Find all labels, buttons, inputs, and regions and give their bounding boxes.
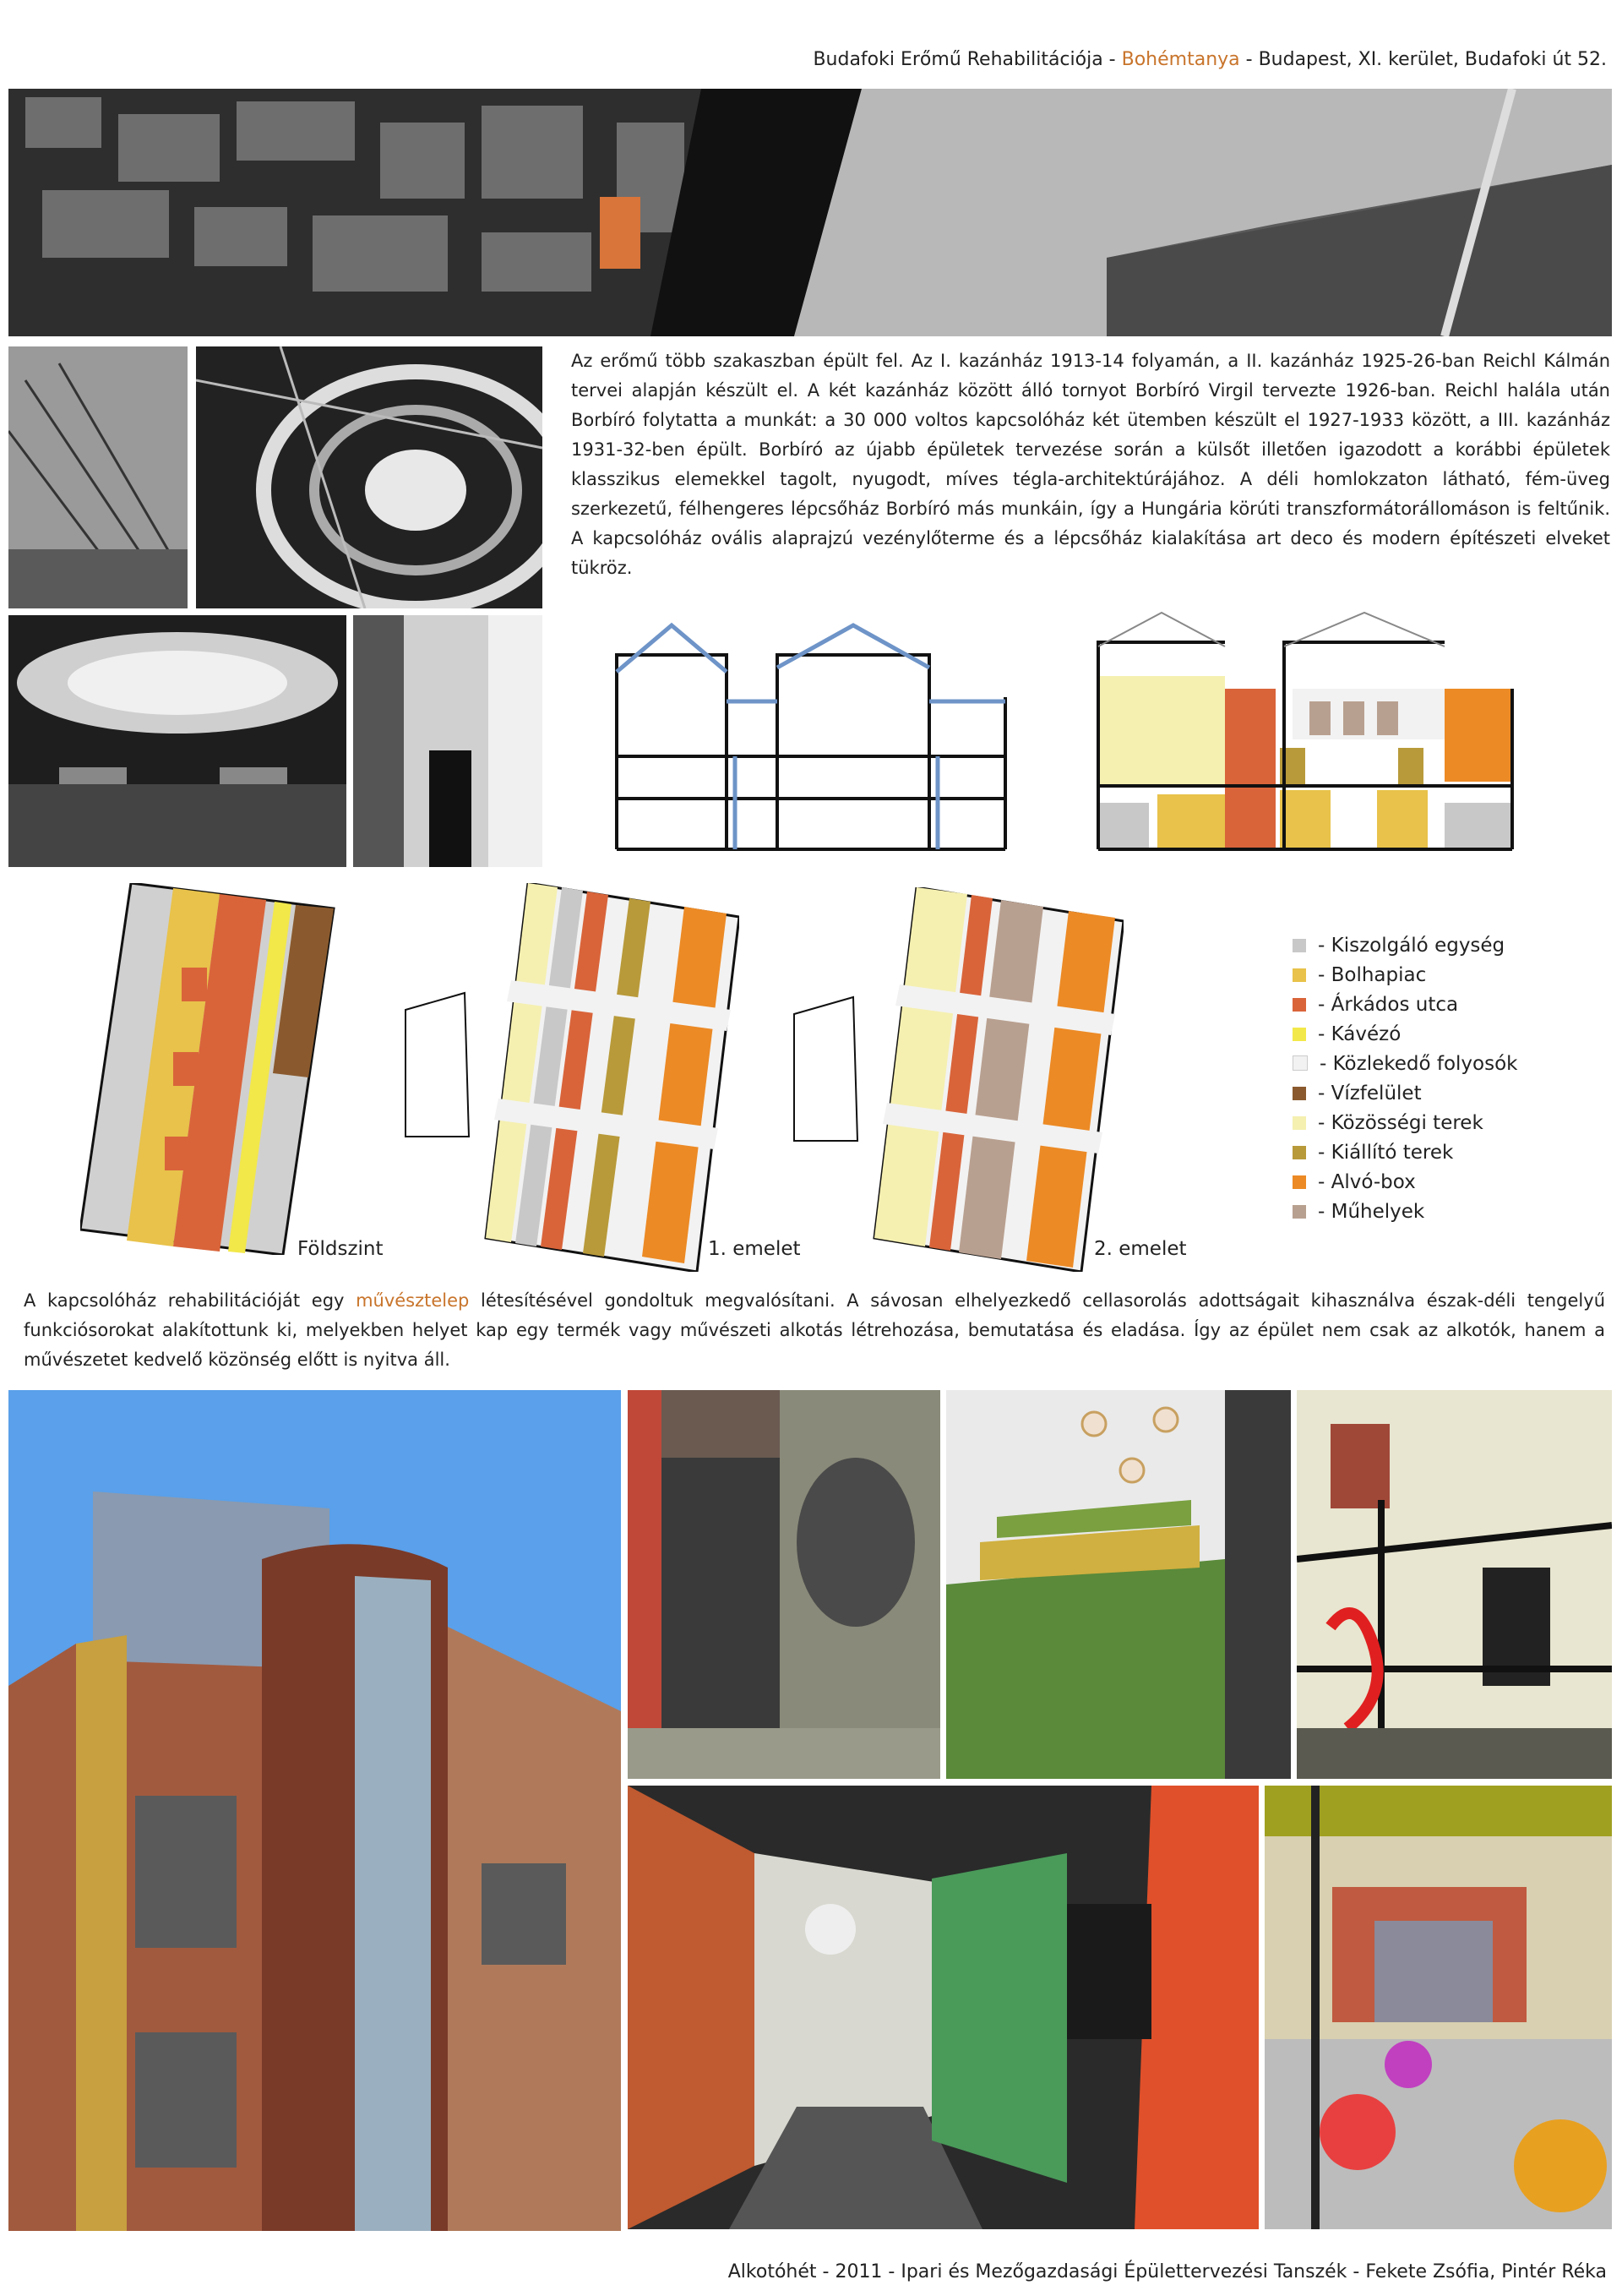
plan-label-second: 2. emelet bbox=[1094, 1238, 1187, 1260]
floor-plan-ground bbox=[80, 883, 342, 1255]
historic-photo-construction bbox=[8, 346, 188, 608]
section-drawing-colored bbox=[1090, 608, 1516, 858]
legend-item: - Közösségi terek bbox=[1293, 1109, 1483, 1137]
page-title bbox=[813, 49, 1607, 70]
legend-item: - Kiállító terek bbox=[1293, 1138, 1453, 1167]
concept-paragraph: A kapcsolóház rehabilitációját egy művésztelep létesítésével gondoltuk megvalósítani. A sávosan elhelyezkedő cellasorolás adottságait kihasználva észak-déli tengelyű funkciósorokat alakítottunk ki, melyekben helyet kap egy termék vagy művészeti alkotás létrehozása, bemutatása és eladása. Így az épület nem csak az alkotók, hanem a művészetet kedvelő közönség előtt is nyitva áll. bbox=[24, 1290, 1606, 1370]
legend-swatch bbox=[1293, 1175, 1306, 1189]
photo-lounge-beanbags bbox=[1265, 1786, 1612, 2229]
legend-item: - Alvó-box bbox=[1293, 1168, 1416, 1197]
legend-item: - Kiszolgáló egység bbox=[1293, 931, 1505, 960]
intro-paragraph: Az erőmű több szakaszban épült fel. Az I. kazánház 1913-14 folyamán, a II. kazánház 1925-26-ban Reichl Kálmán tervei alapján készült el. A két kazánház között álló tornyot Borbíró Virgil tervezte 1926-ban. Reichl halála után Borbíró folytatta a munkát: a 30 000 voltos kapcsolóház két ütemben készült el 1927-1933 között, a III. kazánház 1931-32-ben épült. Borbíró az újabb épületek tervezése során a külsőt illetően igazodott a korábbi épületek klasszikus elemekkel tagolt, nyugodt, míves tégla-architektúrájához. A déli homlokzaton látható, fém-üveg szerkezetű, félhengeres lépcsőház Borbíró más munkáin, így a Hungária körúti transzformátorállomáson is feltűnik. A kapcsolóház ovális alaprajzú vezénylőterme és a lépcsőház kialakítása art deco és modern építészeti elveket tükröz. bbox=[571, 351, 1610, 578]
plan-label-first: 1. emelet bbox=[708, 1238, 801, 1260]
legend-swatch bbox=[1293, 1028, 1306, 1041]
historic-photo-oval-hall bbox=[8, 615, 346, 867]
legend-swatch bbox=[1293, 939, 1306, 952]
legend-swatch bbox=[1293, 1146, 1306, 1159]
legend-swatch bbox=[1293, 1116, 1306, 1130]
legend-item: - Kávézó bbox=[1293, 1020, 1401, 1049]
title-suffix: - Budapest, XI. kerület, Budafoki út 52. bbox=[1239, 49, 1607, 70]
photo-garden-installation bbox=[946, 1390, 1291, 1779]
legend-item: - Közlekedő folyosók bbox=[1293, 1050, 1517, 1078]
plan-label-ground: Földszint bbox=[297, 1238, 384, 1260]
legend-swatch bbox=[1293, 998, 1306, 1012]
legend-swatch bbox=[1293, 1205, 1306, 1219]
legend-swatch bbox=[1293, 1087, 1306, 1100]
legend-item: - Árkádos utca bbox=[1293, 990, 1458, 1019]
floor-plan-second bbox=[790, 887, 1124, 1272]
legend-swatch bbox=[1293, 968, 1306, 982]
legend-item: - Bolhapiac bbox=[1293, 961, 1426, 990]
section-drawing-outline bbox=[608, 621, 1014, 858]
historic-photo-corridor bbox=[353, 615, 542, 867]
concept-highlight: művésztelep bbox=[356, 1290, 470, 1311]
photo-graffiti-doorway bbox=[628, 1390, 940, 1779]
floor-plan-first bbox=[401, 883, 739, 1272]
historic-photo-spiral-staircase bbox=[196, 346, 542, 608]
title-highlight: Bohémtanya bbox=[1121, 49, 1240, 70]
footer-credits: Alkotóhét - 2011 - Ipari és Mezőgazdasági Épülettervezési Tanszék - Fekete Zsófia, Pintér Réka bbox=[727, 2261, 1607, 2282]
aerial-photo bbox=[8, 89, 1612, 336]
legend-swatch bbox=[1293, 1055, 1308, 1071]
photo-machinery-room bbox=[1297, 1390, 1612, 1779]
photo-facade-staircase bbox=[8, 1390, 621, 2231]
legend-item: - Műhelyek bbox=[1293, 1197, 1424, 1226]
legend-item: - Vízfelület bbox=[1293, 1079, 1422, 1108]
title-prefix: Budafoki Erőmű Rehabilitációja - bbox=[813, 49, 1122, 70]
photo-corridor-graffiti bbox=[628, 1786, 1259, 2229]
